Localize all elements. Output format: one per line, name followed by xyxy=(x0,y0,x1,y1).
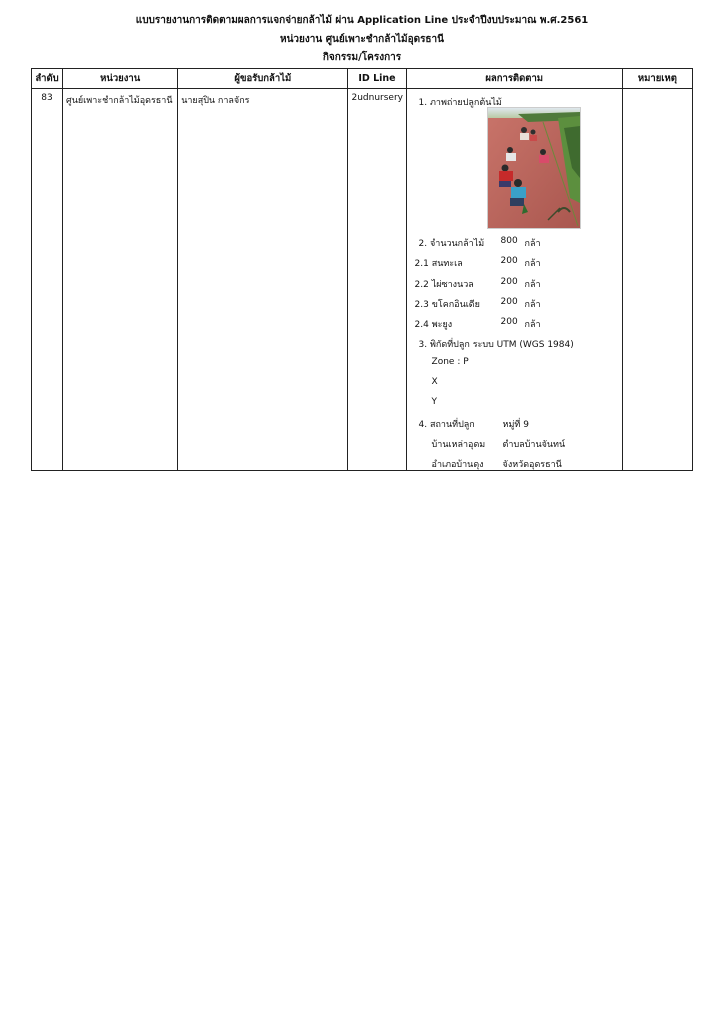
col-header-no: ลำดับ xyxy=(32,69,63,89)
cell-no xyxy=(32,89,63,471)
table-header-row xyxy=(32,69,693,89)
cell-result xyxy=(406,89,622,471)
result-item-location-label: 4. สถานที่ปลูก xyxy=(418,420,475,430)
row-id-line: 2udnursery xyxy=(351,93,403,103)
species-unit: กล้า xyxy=(524,300,541,310)
result-item-quantity-unit: กล้า xyxy=(524,239,541,249)
planting-photo xyxy=(487,107,581,229)
cell-id-line xyxy=(348,89,406,471)
location-subdistrict: ตำบลบ้านจันทน์ xyxy=(502,440,566,450)
col-header-agency: หน่วยงาน xyxy=(63,69,178,89)
species-qty: 200 xyxy=(500,297,518,307)
species-qty: 200 xyxy=(500,256,518,266)
coordinate-y: Y xyxy=(431,397,438,407)
species-qty: 200 xyxy=(500,277,518,287)
result-item-quantity-value: 800 xyxy=(500,236,518,246)
row-agency: ศูนย์เพาะชำกล้าไม้อุดรธานี xyxy=(66,96,173,106)
cell-note xyxy=(622,89,692,471)
location-district: อำเภอบ้านดุง xyxy=(431,460,484,470)
coordinate-x: X xyxy=(431,377,438,387)
report-title: แบบรายงานการติดตามผลการแจกจ่ายกล้าไม้ ผ่าน Application Line ประจำปีงบประมาณ พ.ศ.2561 xyxy=(135,15,589,26)
row-recipient: นายสุปิน กาลจักร xyxy=(181,96,250,106)
row-number: 83 xyxy=(41,93,53,103)
species-qty: 200 xyxy=(500,317,518,327)
location-province: จังหวัดอุดรธานี xyxy=(502,460,562,470)
species-unit: กล้า xyxy=(524,320,541,330)
species-label: 2.1 สนทะเล xyxy=(414,259,463,269)
species-label: 2.3 ขโคกอินเดีย xyxy=(414,300,480,310)
col-header-id-line: ID Line xyxy=(348,69,406,89)
result-item-coordinates: 3. พิกัดที่ปลูก ระบบ UTM (WGS 1984) xyxy=(418,340,574,350)
result-item-photo: 1. ภาพถ่ายปลูกต้นไม้ xyxy=(418,98,502,108)
species-label: 2.4 พะยูง xyxy=(414,320,453,330)
report-activity: กิจกรรม/โครงการ xyxy=(322,52,402,63)
report-unit: หน่วยงาน ศูนย์เพาะชำกล้าไม้อุดรธานี xyxy=(279,34,444,45)
result-block xyxy=(407,89,622,470)
report-table xyxy=(31,68,693,471)
col-header-result: ผลการติดตาม xyxy=(406,69,622,89)
cell-agency xyxy=(63,89,178,471)
result-item-quantity-label: 2. จำนวนกล้าไม้ xyxy=(418,239,485,249)
species-unit: กล้า xyxy=(524,280,541,290)
col-header-note: หมายเหตุ xyxy=(622,69,692,89)
table-row xyxy=(32,89,693,471)
planting-photo-image xyxy=(488,108,580,228)
location-village-no: หมู่ที่ 9 xyxy=(502,420,529,430)
species-unit: กล้า xyxy=(524,259,541,269)
coordinate-zone: Zone : P xyxy=(431,357,469,367)
col-header-recipient: ผู้ขอรับกล้าไม้ xyxy=(178,69,348,89)
location-village: บ้านเหล่าอุดม xyxy=(431,440,486,450)
row-note xyxy=(623,89,692,97)
species-label: 2.2 ไผ่ซางนวล xyxy=(414,280,474,290)
cell-recipient xyxy=(178,89,348,471)
